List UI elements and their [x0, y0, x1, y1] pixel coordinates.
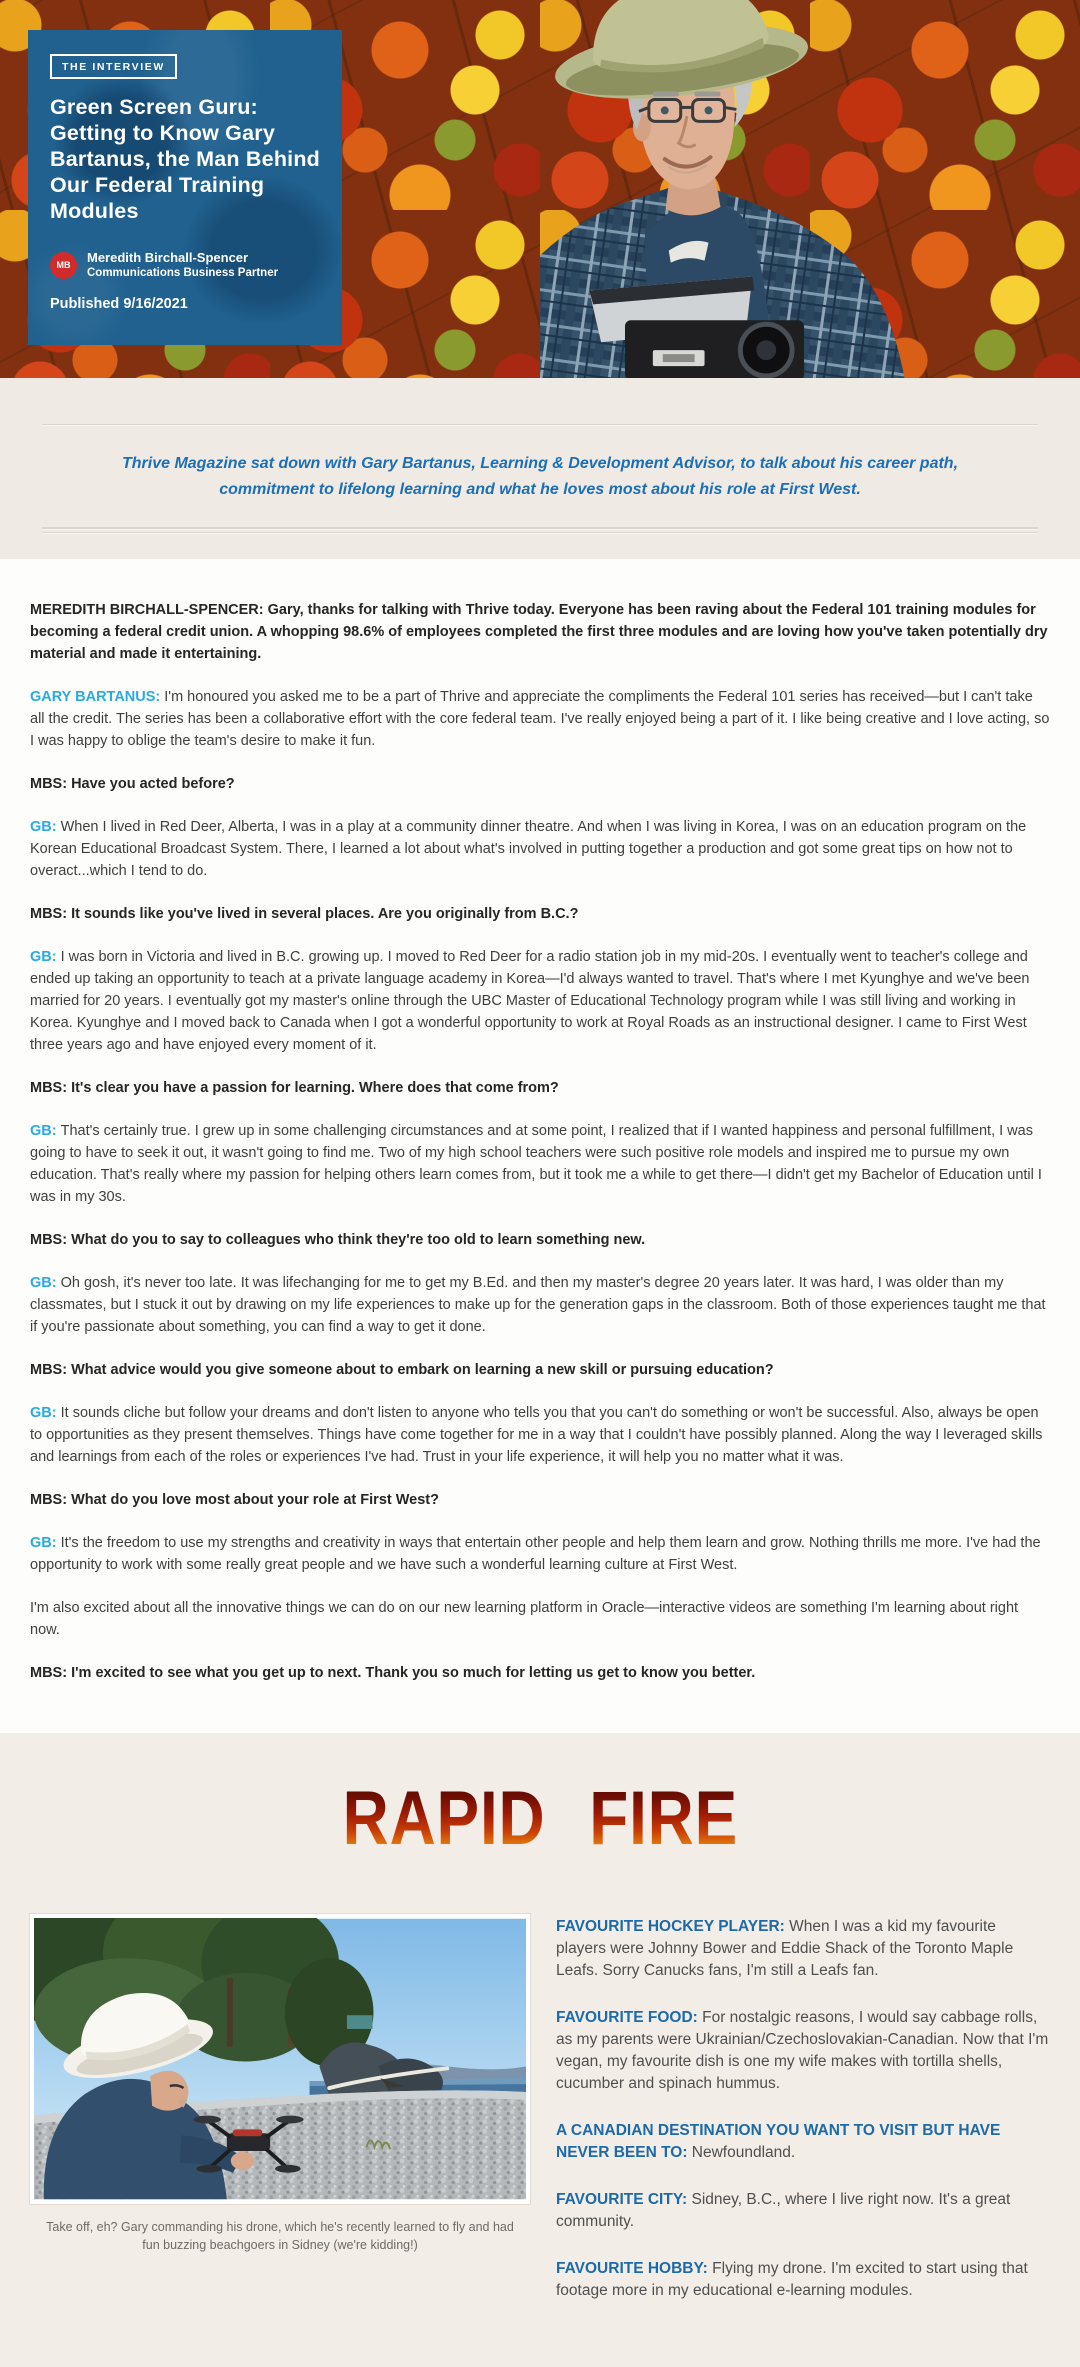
rapid-fire-item: FAVOURITE HOBBY: Flying my drone. I'm excited to start using that footage more in my educational e-learning modules. [556, 2260, 1028, 2299]
interview-body [0, 559, 1080, 1733]
divider [42, 532, 1038, 533]
rapid-fire-item-label: FAVOURITE CITY: [556, 2191, 692, 2208]
interview-question: MBS: What do you to say to colleagues who think they're too old to learn something new. [30, 1232, 646, 1248]
speaker-label: GB: [30, 1123, 61, 1139]
rapid-fire-item-label: FAVOURITE HOCKEY PLAYER: [556, 1918, 790, 1935]
header-banner [0, 0, 1080, 378]
interview-answer: GB: When I lived in Red Deer, Alberta, I was in a play at a community dinner theatre. And when I was living in Korea, I was on an education program on the Korean Educational Broadcast System. There, I learned a lot about what's involved in putting together a production and got some great tips on how not to overact...which I tend to do. [30, 819, 1027, 879]
title-card [28, 30, 342, 345]
speaker-label: GB: [30, 949, 61, 965]
interview-answer: GB: That's certainly true. I grew up in some challenging circumstances and at some point, I realized that if I wanted happiness and personal fulfillment, I was going to have to seek it out, it wasn't going to find me. Two of my high school teachers were such positive role models and inspired me to pursue my own education. That's really where my passion for helping others learn comes from, but it took me a while to get there—I didn't get my Bachelor of Education until I was in my 30s. [30, 1123, 1042, 1205]
author-row [50, 250, 320, 280]
interview-answer: GB: Oh gosh, it's never too late. It was lifechanging for me to get my B.Ed. and then my master's degree 20 years later. It was hard, I was older than my classmates, but I stuck it out by drawing on my life experiences to make up for the generation gaps in the classroom. Both of those experiences taught me that if you're passionate about something, you can find a way to get it done. [30, 1275, 1046, 1335]
rapid-fire-title: RAPID FIRE [342, 1776, 738, 1861]
author-avatar: MB [50, 252, 77, 279]
author-name: Meredith Birchall-Spencer [87, 250, 249, 265]
speaker-label: GB: [30, 1275, 61, 1291]
speaker-label: GB: [30, 819, 61, 835]
speaker-label: GB: [30, 1535, 61, 1551]
drone-photo-illustration [34, 1918, 526, 2200]
interview-answer: GB: It's the freedom to use my strengths and creativity in ways that entertain other people and help them learn and grow. Nothing thrills me more. I've had the opportunity to work with some really great people and we have such a wonderful learning culture at First West. [30, 1535, 1041, 1573]
interview-answer: GB: It sounds cliche but follow your dreams and don't listen to anyone who tells you that you can't do something or won't be successful. Also, always be open to opportunities as they present themselves. Things have come together for me in a way that I couldn't have possibly planned. Along the way I leveraged skills and learnings from each of the roles or experiences I've had. Trust in your life experience, it will help you no matter what it was. [30, 1405, 1043, 1465]
rapid-fire-item: FAVOURITE CITY: Sidney, B.C., where I live right now. It's a great community. [556, 2191, 1011, 2230]
interview-question: MBS: It sounds like you've lived in several places. Are you originally from B.C.? [30, 906, 579, 922]
page-title: Green Screen Guru: Getting to Know Gary Bartanus, the Man Behind Our Federal Training Modules [50, 95, 320, 223]
interview-question: MBS: What advice would you give someone about to embark on learning a new skill or pursuing education? [30, 1362, 774, 1378]
intro-section [0, 378, 1080, 559]
intro-bottom-rules [0, 527, 1080, 559]
drone-photo [30, 1914, 530, 2204]
rapid-fire-item: A CANADIAN DESTINATION YOU WANT TO VISIT BUT HAVE NEVER BEEN TO: Newfoundland. [556, 2122, 1001, 2161]
speaker-label: GARY BARTANUS: [30, 689, 165, 705]
author-role: Communications Business Partner [87, 267, 279, 279]
rapid-fire-item-label: FAVOURITE HOBBY: [556, 2260, 713, 2277]
section-badge: THE INTERVIEW [50, 54, 177, 79]
rapid-fire-item: FAVOURITE FOOD: For nostalgic reasons, I would say cabbage rolls, as my parents were Ukrainian/Czechoslovakian-Canadian. Now that I'm vegan, my favourite dish is one my wife makes with tortilla shells, cucumber and spinach hummus. [556, 2009, 1049, 2092]
interview-question: MEREDITH BIRCHALL-SPENCER: Gary, thanks for talking with Thrive today. Everyone has been raving about the Federal 101 training modules for becoming a federal credit union. A whopping 98.6% of employees completed the first three modules and are loving how you've taken potentially dry material and made it entertaining. [30, 602, 1048, 662]
speaker-label: GB: [30, 1405, 61, 1421]
photo-column [30, 1914, 530, 2254]
interview-question: MBS: It's clear you have a passion for learning. Where does that come from? [30, 1080, 559, 1096]
intro-text: Thrive Magazine sat down with Gary Bartanus, Learning & Development Advisor, to talk about his career path, commitment to lifelong learning and what he loves most about his role at First West. [121, 455, 959, 498]
interview-question: MBS: What do you love most about your role at First West? [30, 1492, 439, 1508]
gary-portrait-photo [540, 0, 1080, 378]
rapid-fire-item-label: FAVOURITE FOOD: [556, 2009, 703, 2026]
interview-question: MBS: Have you acted before? [30, 776, 235, 792]
published-date: Published 9/16/2021 [50, 296, 188, 312]
interview-question: MBS: I'm excited to see what you get up to next. Thank you so much for letting us get to know you better. [30, 1665, 756, 1681]
rapid-fire-item-label: A CANADIAN DESTINATION YOU WANT TO VISIT BUT HAVE NEVER BEEN TO: [556, 2122, 1001, 2161]
photo-caption: Take off, eh? Gary commanding his drone, which he's recently learned to fly and had fun buzzing beachgoers in Sidney (we're kidding!) [46, 2220, 514, 2252]
rapid-fire-item: FAVOURITE HOCKEY PLAYER: When I was a kid my favourite players were Johnny Bower and Eddie Shack of the Toronto Maple Leafs. Sorry Canucks fans, I'm still a Leafs fan. [556, 1918, 1014, 1979]
rapid-fire-section [0, 1733, 1080, 2367]
divider [42, 527, 1038, 529]
interview-answer: GARY BARTANUS: I'm honoured you asked me to be a part of Thrive and appreciate the compliments the Federal 101 series has received—but I can't take all the credit. The series has been a collaborative effort with the core federal team. I've really enjoyed being a part of it. I like being creative and I love acting, so I was happy to oblige the team's desire to make it fun. [30, 689, 1050, 749]
interview-answer: I'm also excited about all the innovative things we can do on our new learning platform in Oracle—interactive videos are something I'm learning about right now. [30, 1600, 1019, 1638]
rapid-fire-list [556, 1914, 1050, 2327]
interview-answer: GB: I was born in Victoria and lived in B.C. growing up. I moved to Red Deer for a radio station job in my mid-20s. I eventually went to teacher's college and ended up taking an opportunity to teach at a private language academy in Korea—I'd always wanted to travel. That's where I met Kyunghye and we've been married for 20 years. I eventually got my master's online through the UBC Master of Educational Technology program while I was still living and working in Korea. Kyunghye and I moved back to Canada when I got a wonderful opportunity to work at Royal Roads as an instructional designer. I came to First West three years ago and have enjoyed every moment of it. [30, 949, 1030, 1053]
